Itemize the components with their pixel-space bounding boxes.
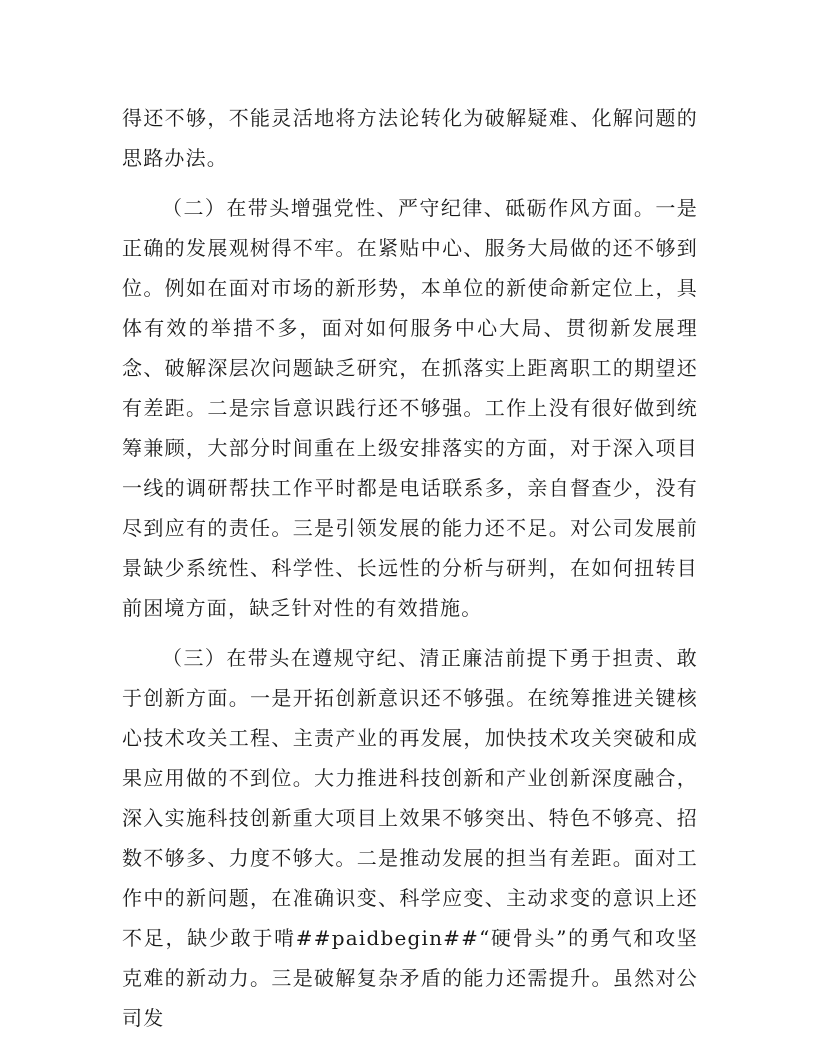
paragraph-continuation: 得还不够，不能灵活地将方法论转化为破解疑难、化解问题的思路办法。 xyxy=(122,106,698,170)
document-body xyxy=(122,98,698,1038)
paragraph-section-three: （三）在带头在遵规守纪、清正廉洁前提下勇于担责、敢于创新方面。一是开拓创新意识还不够强。在统筹推进关键核心技术攻关工程、主责产业的再发展，加快技术攻关突破和成果应用做的不到位。大力推进科技创新和产业创新深度融合，深入实施科技创新重大项目上效果不够突出、特色不够亮、招数不够多、力度不够大。二是推动发展的担当有差距。面对工作中的新问题，在准确识变、科学应变、主动求变的意识上还不足，缺少敢于啃##paidbegin##“硬骨头”的勇气和攻坚克难的新动力。三是破解复杂矛盾的能力还需提升。虽然对公司发 xyxy=(122,646,698,1030)
paragraph-section-two: （二）在带头增强党性、严守纪律、砥砺作风方面。一是正确的发展观树得不牢。在紧贴中心、服务大局做的还不够到位。例如在面对市场的新形势，本单位的新使命新定位上，具体有效的举措不多，面对如何服务中心大局、贯彻新发展理念、破解深层次问题缺乏研究，在抓落实上距离职工的期望还有差距。二是宗旨意识践行还不够强。工作上没有很好做到统筹兼顾，大部分时间重在上级安排落实的方面，对于深入项目一线的调研帮扶工作平时都是电话联系多，亲自督查少，没有尽到应有的责任。三是引领发展的能力还不足。对公司发展前景缺少系统性、科学性、长远性的分析与研判，在如何扭转目前困境方面，缺乏针对性的有效措施。 xyxy=(122,196,698,620)
